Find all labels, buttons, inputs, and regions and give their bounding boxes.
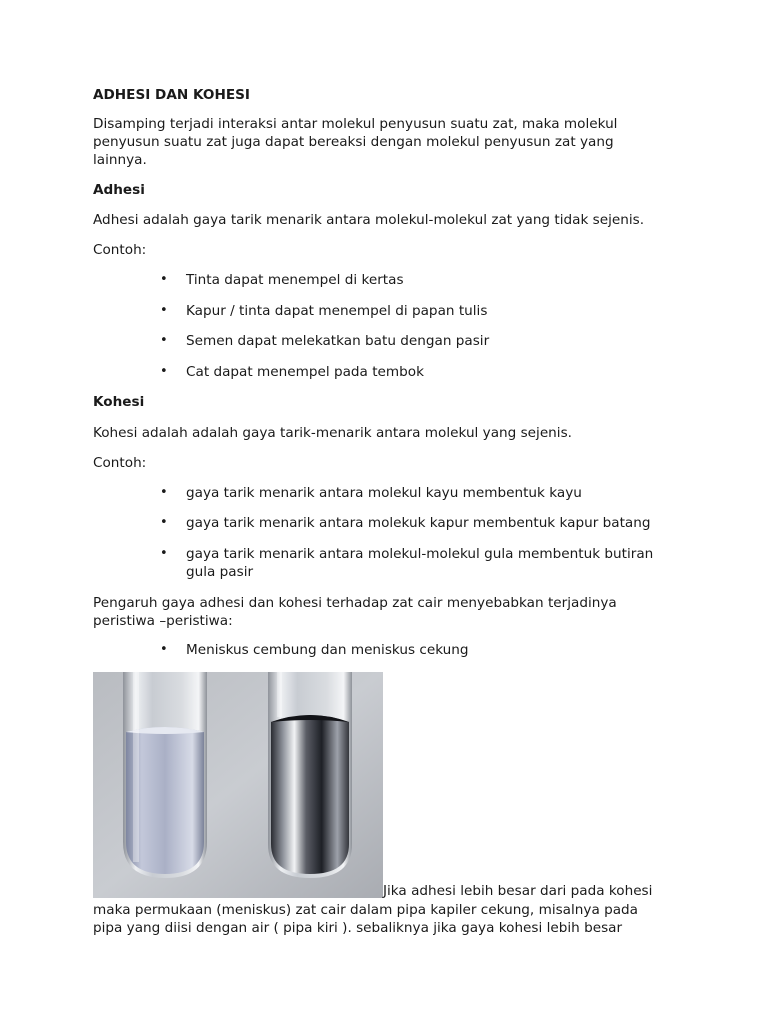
kohesi-definition: Kohesi adalah adalah gaya tarik-menarik antara molekul yang sejenis. <box>93 425 572 441</box>
pengaruh-item: Meniskus cembung dan meniskus cekung <box>186 642 469 658</box>
closing-line-1: Jika adhesi lebih besar dari pada kohesi <box>383 883 653 899</box>
kohesi-example: gaya tarik menarik antara molekul kayu membentuk kayu <box>186 485 582 501</box>
closing-line-3: pipa yang diisi dengan air ( pipa kiri ). sebaliknya jika gaya kohesi lebih besar <box>93 920 623 936</box>
intro-line-3: lainnya. <box>93 152 147 168</box>
bullet-icon: • <box>160 485 168 500</box>
adhesi-example: Tinta dapat menempel di kertas <box>186 272 404 288</box>
adhesi-example: Semen dapat melekatkan batu dengan pasir <box>186 333 490 349</box>
intro-line-2: penyusun suatu zat juga dapat bereaksi dengan molekul penyusun zat yang <box>93 134 614 150</box>
kohesi-example: gula pasir <box>186 564 254 580</box>
bullet-icon: • <box>160 364 168 379</box>
kohesi-heading: Kohesi <box>93 394 145 410</box>
adhesi-example: Kapur / tinta dapat menempel di papan tulis <box>186 303 488 319</box>
pengaruh-line-1: Pengaruh gaya adhesi dan kohesi terhadap zat cair menyebabkan terjadinya <box>93 595 617 611</box>
intro-line-1: Disamping terjadi interaksi antar molekul penyusun suatu zat, maka molekul <box>93 116 618 132</box>
kohesi-contoh-label: Contoh: <box>93 455 147 471</box>
adhesi-contoh-label: Contoh: <box>93 242 147 258</box>
adhesi-example: Cat dapat menempel pada tembok <box>186 364 424 380</box>
closing-line-2: maka permukaan (meniskus) zat cair dalam pipa kapiler cekung, misalnya pada <box>93 902 639 918</box>
adhesi-heading: Adhesi <box>93 182 145 198</box>
adhesi-definition: Adhesi adalah gaya tarik menarik antara molekul-molekul zat yang tidak sejenis. <box>93 212 645 228</box>
bullet-icon: • <box>160 272 168 287</box>
bullet-icon: • <box>160 333 168 348</box>
bullet-icon: • <box>160 642 168 657</box>
bullet-icon: • <box>160 515 168 530</box>
document-title: ADHESI DAN KOHESI <box>93 87 250 103</box>
bullet-icon: • <box>160 546 168 561</box>
kohesi-example: gaya tarik menarik antara molekul-molekul gula membentuk butiran <box>186 546 654 562</box>
test-tubes-photo <box>93 672 383 898</box>
bullet-icon: • <box>160 303 168 318</box>
pengaruh-line-2: peristiwa –peristiwa: <box>93 613 233 629</box>
kohesi-example: gaya tarik menarik antara molekuk kapur membentuk kapur batang <box>186 515 651 531</box>
